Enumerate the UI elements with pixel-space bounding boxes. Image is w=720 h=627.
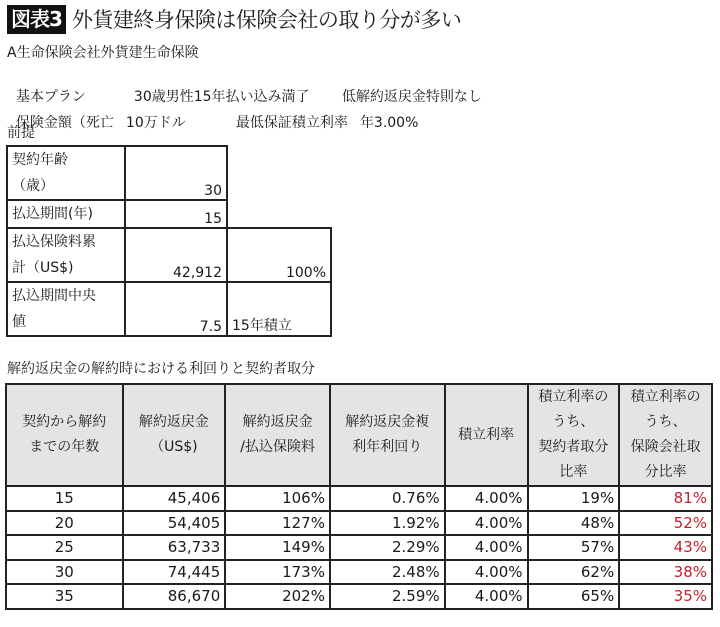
table-cell: 4.00% xyxy=(445,511,528,536)
column-header: 契約から解約 までの年数 xyxy=(6,384,123,486)
table-cell: 15 xyxy=(6,486,123,511)
table-cell: 63,733 xyxy=(123,535,226,560)
table-cell: 57% xyxy=(528,535,620,560)
table-cell: 2.48% xyxy=(330,560,445,585)
table-cell: 2.29% xyxy=(330,535,445,560)
premise-value-cell: 15 xyxy=(125,200,227,228)
table-cell: 54,405 xyxy=(123,511,226,536)
premise-row xyxy=(7,282,331,336)
min-rate-label: 最低保証積立利率 xyxy=(235,115,348,131)
premise-table xyxy=(6,145,332,337)
table-cell: 25 xyxy=(6,535,123,560)
premise-label-cell: 契約年齢 （歳） xyxy=(7,146,125,200)
product-name: A生命保険会社外貨建生命保険 xyxy=(7,45,199,61)
column-header: 積立利率の うち、 契約者取分 比率 xyxy=(528,384,620,486)
premise-row xyxy=(7,228,331,282)
section-title: 解約返戻金の解約時における利回りと契約者取分 xyxy=(7,361,315,377)
column-header: 積立利率 xyxy=(445,384,528,486)
premise-value-cell: 42,912 xyxy=(125,228,227,282)
table-cell: 4.00% xyxy=(445,560,528,585)
min-rate-value: 年3.00% xyxy=(359,115,419,131)
premise-value-cell: 30 xyxy=(125,146,227,200)
plan-note: 低解約返戻金特則なし xyxy=(341,89,482,105)
surrender-table xyxy=(5,383,713,610)
sum-line xyxy=(7,96,418,132)
table-row xyxy=(6,511,712,536)
premise-extra-cell: 15年積立 xyxy=(227,282,331,336)
table-row xyxy=(6,535,712,560)
table-cell: 43% xyxy=(619,535,712,560)
table-cell: 0.76% xyxy=(330,486,445,511)
table-cell: 35 xyxy=(6,584,123,609)
table-header-row xyxy=(6,384,712,486)
table-cell: 52% xyxy=(619,511,712,536)
table-row xyxy=(6,584,712,609)
sum-label: 保険金額（死亡 xyxy=(15,115,114,131)
column-header: 解約返戻金 /払込保険料 xyxy=(225,384,330,486)
premise-label: 前提 xyxy=(7,125,35,141)
premise-label-cell: 払込期間(年) xyxy=(7,200,125,228)
table-cell: 86,670 xyxy=(123,584,226,609)
table-cell: 106% xyxy=(225,486,330,511)
table-cell: 127% xyxy=(225,511,330,536)
column-header: 積立利率の うち、 保険会社取 分比率 xyxy=(619,384,712,486)
premise-label-cell: 払込保険料累 計（US$) xyxy=(7,228,125,282)
premise-value-cell: 7.5 xyxy=(125,282,227,336)
table-cell: 4.00% xyxy=(445,535,528,560)
premise-label-cell: 払込期間中央 値 xyxy=(7,282,125,336)
premise-row xyxy=(7,200,331,228)
plan-value: 30歳男性15年払い込み満了 xyxy=(133,89,310,105)
premise-extra-cell: 100% xyxy=(227,228,331,282)
sum-value: 10万ドル xyxy=(125,115,186,131)
premise-row xyxy=(7,146,331,200)
table-cell: 19% xyxy=(528,486,620,511)
table-cell: 74,445 xyxy=(123,560,226,585)
table-cell: 4.00% xyxy=(445,584,528,609)
table-cell: 35% xyxy=(619,584,712,609)
table-cell: 30 xyxy=(6,560,123,585)
plan-label: 基本プラン xyxy=(15,89,86,105)
figure-title-text: 外貨建終身保険は保険会社の取り分が多い xyxy=(71,8,462,32)
table-cell: 20 xyxy=(6,511,123,536)
table-cell: 4.00% xyxy=(445,486,528,511)
table-cell: 1.92% xyxy=(330,511,445,536)
column-header: 解約返戻金複 利年利回り xyxy=(330,384,445,486)
table-cell: 45,406 xyxy=(123,486,226,511)
table-cell: 173% xyxy=(225,560,330,585)
figure-title xyxy=(7,4,461,34)
table-cell: 65% xyxy=(528,584,620,609)
table-cell: 2.59% xyxy=(330,584,445,609)
table-cell: 149% xyxy=(225,535,330,560)
table-cell: 62% xyxy=(528,560,620,585)
table-cell: 202% xyxy=(225,584,330,609)
table-row xyxy=(6,486,712,511)
column-header: 解約返戻金 （US$) xyxy=(123,384,226,486)
table-cell: 81% xyxy=(619,486,712,511)
table-cell: 38% xyxy=(619,560,712,585)
table-cell: 48% xyxy=(528,511,620,536)
table-row xyxy=(6,560,712,585)
figure-badge: 図表3 xyxy=(7,5,66,34)
